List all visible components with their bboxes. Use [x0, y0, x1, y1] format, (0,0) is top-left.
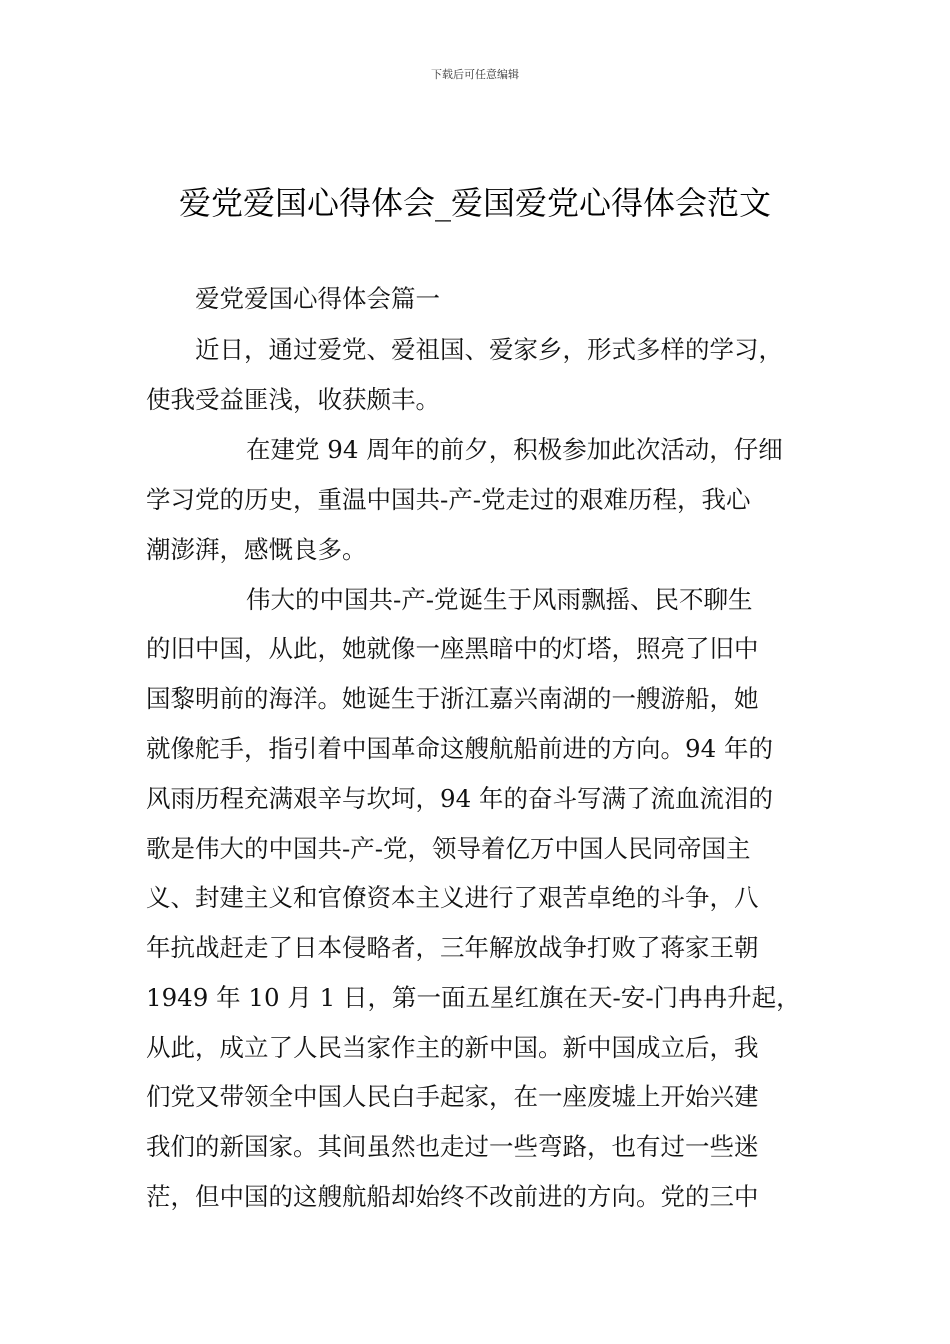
paragraph-line: 国黎明前的海洋。她诞生于浙江嘉兴南湖的一艘游船，她 [146, 684, 759, 713]
paragraph-line: 在建党 94 周年的前夕，积极参加此次活动，仔细 [246, 435, 783, 464]
paragraph-line: 使我受益匪浅，收获颇丰。 [146, 385, 440, 414]
section-heading: 爱党爱国心得体会篇一 [195, 284, 440, 313]
paragraph-line: 近日，通过爱党、爱祖国、爱家乡，形式多样的学习， [195, 335, 783, 364]
paragraph-line: 从此，成立了人民当家作主的新中国。新中国成立后，我 [146, 1033, 759, 1062]
paragraph-line: 的旧中国，从此，她就像一座黑暗中的灯塔，照亮了旧中 [146, 634, 759, 663]
paragraph-line: 歌是伟大的中国共-产-党，领导着亿万中国人民同帝国主 [146, 834, 751, 863]
paragraph-line: 茫，但中国的这艘航船却始终不改前进的方向。党的三中 [146, 1182, 759, 1211]
paragraph-line: 潮澎湃，感慨良多。 [146, 535, 367, 564]
download-note: 下载后可任意编辑 [431, 68, 519, 81]
paragraph-line: 义、封建主义和官僚资本主义进行了艰苦卓绝的斗争，八 [146, 883, 759, 912]
paragraph-line: 们党又带领全中国人民白手起家，在一座废墟上开始兴建 [146, 1082, 759, 1111]
paragraph-line: 我们的新国家。其间虽然也走过一些弯路，也有过一些迷 [146, 1132, 759, 1161]
paragraph-line: 1949 年 10 月 1 日，第一面五星红旗在天-安-门冉冉升起， [146, 983, 801, 1012]
paragraph-line: 就像舵手，指引着中国革命这艘航船前进的方向。94 年的 [146, 734, 773, 763]
paragraph-line: 伟大的中国共-产-党诞生于风雨飘摇、民不聊生 [246, 585, 753, 614]
paragraph-line: 风雨历程充满艰辛与坎坷，94 年的奋斗写满了流血流泪的 [146, 784, 773, 813]
paragraph-line: 年抗战赶走了日本侵略者，三年解放战争打败了蒋家王朝 [146, 933, 759, 962]
paragraph-line: 学习党的历史，重温中国共-产-党走过的艰难历程，我心 [146, 485, 751, 514]
document-title: 爱党爱国心得体会_爱国爱党心得体会范文 [178, 184, 771, 222]
